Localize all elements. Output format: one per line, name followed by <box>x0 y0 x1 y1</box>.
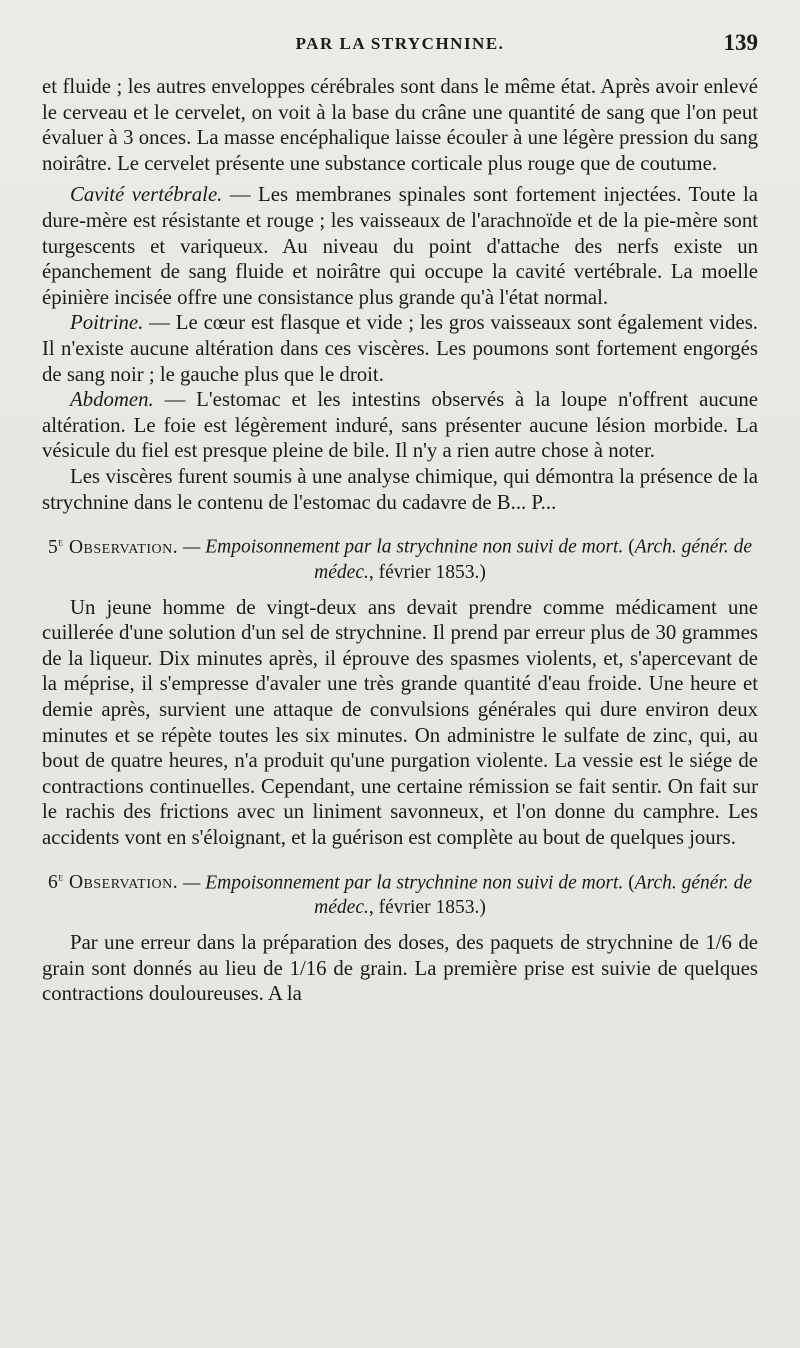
paragraph-poitrine <box>42 310 758 387</box>
observation-5-heading <box>42 529 758 585</box>
observation-6-heading <box>42 865 758 921</box>
paragraph-lead: Poitrine. <box>70 311 144 335</box>
reference-date: , février 1853. <box>368 561 480 583</box>
observation-reference: (Arch. génér. de médec., février 1853.) <box>314 536 753 583</box>
paragraph-cavite-vertebrale <box>42 182 758 310</box>
reference-journal: Arch. génér. de médec. <box>314 536 753 583</box>
observation-label: Observation. <box>68 536 179 558</box>
observation-number <box>48 537 178 558</box>
observation-number-suffix: e <box>58 535 64 549</box>
observation-label: Observation. <box>68 872 179 894</box>
observation-reference: (Arch. génér. de médec., février 1853.) <box>314 872 753 919</box>
paragraph-text: Les viscères furent soumis à une analyse chimique, qui démontra la présence de la strychnine dans le contenu de l'estomac du cadavre de B... P... <box>42 464 758 514</box>
paragraph-abdomen <box>42 387 758 464</box>
paragraph-analyse <box>42 464 758 515</box>
paragraph-text: et fluide ; les autres enveloppes cérébrales sont dans le même état. Après avoir enlevé le cerveau et le cervelet, on voit à la base du crâne une quantité de sang que l'on peut évaluer à 3 onces. La masse encéphalique laisse écouler à une légère pression du sang noirâtre. Le cervelet présente une substance corticale plus rouge que de coutume. <box>42 75 758 175</box>
observation-6-text: Par une erreur dans la préparation des doses, des paquets de strychnine de 1/6 de grain sont donnés au lieu de 1/16 de grain. La première prise est suivie de quelques contractions douloureuses. A la <box>42 931 758 1006</box>
observation-number <box>48 872 178 893</box>
reference-date: , février 1853. <box>368 897 480 919</box>
running-head <box>42 30 758 68</box>
observation-title: — Empoisonnement par la strychnine non suivi de mort. <box>183 536 624 558</box>
observation-number-suffix: e <box>58 870 64 884</box>
body-text <box>42 74 758 1007</box>
paragraph-lead: Cavité vertébrale. <box>70 183 223 207</box>
page-number: 139 <box>723 30 758 55</box>
observation-5-text: Un jeune homme de vingt-deux ans devait prendre comme médicament une cuillerée d'une solution d'un sel de strychnine. Il prend par erreur plus de 30 grammes de la liqueur. Dix minutes après, il éprouve des spasmes violents, et, s'apercevant de la méprise, il s'empresse d'avaler une très grande quantité d'eau froide. Une heure et demie après, survient une attaque de convulsions générales qui dure environ deux minutes et se répète toutes les six minutes. On administre le sulfate de zinc, qui, au bout de quatre heures, n'a produit qu'une purgation violente. La vessie est le siége de contractions continuelles. Cependant, une certaine rémission se fait sentir. On fait sur le rachis des frictions avec un liniment savonneux, et l'on donne du camphre. Les accidents vont en s'éloignant, et la guérison est complète au bout de quelques jours. <box>42 595 758 849</box>
observation-number-digit: 5 <box>47 536 59 558</box>
reference-journal: Arch. génér. de médec. <box>314 872 753 919</box>
observation-title: — Empoisonnement par la strychnine non suivi de mort. <box>183 872 624 894</box>
paragraph-lead: Abdomen. <box>70 388 154 412</box>
paragraph-text: — L'estomac et les intestins observés à la loupe n'offrent aucune altération. Le foie est légèrement induré, sans présenter aucune lésion morbide. La vésicule du fiel est presque pleine de bile. Il n'y a rien autre chose à noter. <box>42 388 758 463</box>
running-title: PAR LA STRYCHNINE. <box>295 34 505 53</box>
observation-number-digit: 6 <box>47 872 59 894</box>
paragraph-text: — Le cœur est flasque et vide ; les gros vaisseaux sont également vides. Il n'existe aucune altération dans ces viscères. Les poumons sont fortement engorgés de sang noir ; le gauche plus que le droit. <box>42 311 758 386</box>
paragraph-autopsy-brain <box>42 74 758 176</box>
paragraph-text: — Les membranes spinales sont fortement injectées. Toute la dure-mère est résistante et rouge ; les vaisseaux de l'arachnoïde et de la pie-mère sont turgescents et variqueux. Au niveau du point d'attache des nerfs existe un épanchement de sang fluide et noirâtre qui occupe la cavité vertébrale. La moelle épinière incisée offre une consistance plus grande qu'à l'état normal. <box>42 183 758 309</box>
